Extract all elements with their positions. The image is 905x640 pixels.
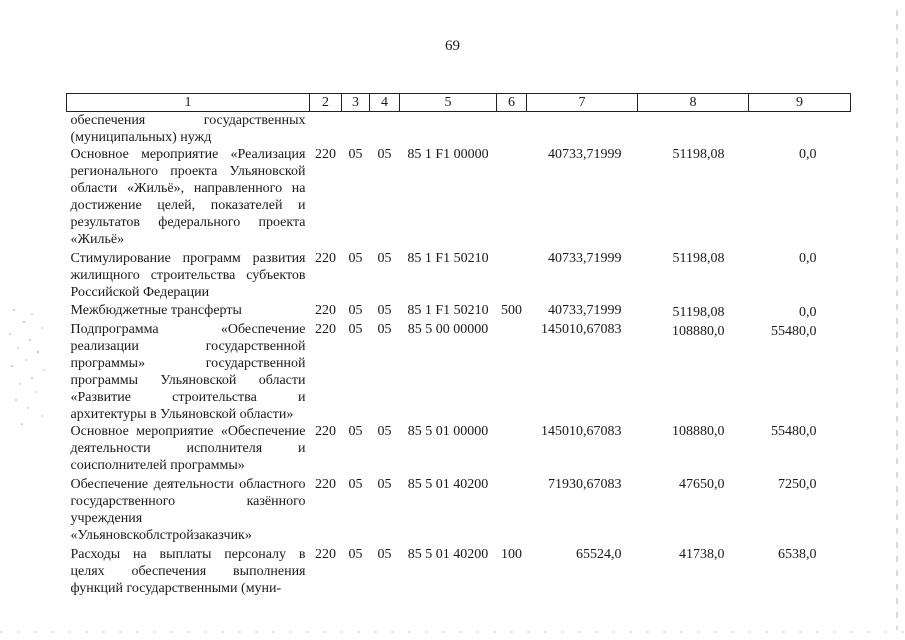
cell-amount-3: 7250,0: [778, 477, 817, 492]
scan-bottom-line: [0, 628, 905, 636]
row-name: Основное мероприятие «Реализация регионального проекта Ульяновской области «Жильё», направленного на достижение целей, показателей и результатов федерального проекта «Жильё»: [70, 147, 306, 247]
cell-amount-1: 145010,67083: [541, 322, 622, 337]
table-row: [67, 546, 851, 599]
cell-section: 05: [348, 303, 363, 318]
cell-subsection: 05: [377, 424, 392, 439]
cell-expense-type: [497, 476, 527, 546]
column-header: 9: [749, 94, 851, 112]
row-name: Подпрограмма «Обеспечение реализации государственной программы» государственной программы Ульяновской области «Развитие строительства и архитектуры в Ульяновской области»: [70, 322, 306, 422]
page-number: 69: [445, 38, 460, 54]
table-row: [67, 112, 851, 147]
cell-amount-2: 41738,0: [679, 547, 725, 562]
cell-expense-type: 500: [501, 303, 522, 318]
cell-amount-2: 51198,08: [672, 251, 725, 266]
cell-expense-type: [497, 423, 527, 476]
cell-amount-2: 51198,08: [672, 305, 725, 320]
column-header: 4: [370, 94, 400, 112]
cell-amount-2: 47650,0: [679, 477, 725, 492]
row-name: Основное мероприятие «Обеспечение деятельности исполнителя и соисполнителей программы»: [70, 424, 306, 473]
row-name: Обеспечение деятельности областного государственного казённого учреждения «Ульяновскоблстройзаказчик»: [70, 477, 306, 543]
cell-amount-3: 55480,0: [771, 324, 817, 339]
column-header: 8: [638, 94, 749, 112]
cell-subsection: 05: [377, 322, 392, 337]
cell-amount-1: 40733,71999: [548, 251, 622, 266]
table-row: [67, 302, 851, 321]
column-header: 7: [527, 94, 638, 112]
table-row: [67, 250, 851, 302]
cell-section: 05: [348, 147, 363, 162]
cell-admin-code: 220: [315, 547, 336, 562]
cell-amount-1: 65524,0: [576, 547, 622, 562]
cell-amount-3: 55480,0: [771, 424, 817, 439]
column-header: 1: [67, 94, 310, 112]
cell-admin-code: 220: [315, 424, 336, 439]
cell-amount-2: 108880,0: [672, 324, 725, 339]
cell-amount-2: 108880,0: [672, 424, 725, 439]
cell-subsection: 05: [377, 303, 392, 318]
cell-amount-1: [527, 112, 638, 147]
table-header-row: [67, 94, 851, 112]
cell-admin-code: 220: [315, 322, 336, 337]
cell-amount-3: 0,0: [799, 147, 817, 162]
cell-subsection: [370, 112, 400, 147]
cell-section: 05: [348, 322, 363, 337]
cell-amount-1: 40733,71999: [548, 303, 622, 318]
cell-section: 05: [348, 547, 363, 562]
cell-expense-type: [497, 112, 527, 147]
cell-target-article: 85 5 01 00000: [407, 424, 489, 439]
cell-expense-type: [497, 321, 527, 423]
row-name: обеспечения государственных (муниципальных) нужд: [70, 113, 306, 145]
cell-expense-type: 100: [501, 547, 522, 562]
cell-target-article: [400, 112, 497, 147]
cell-target-article: 85 5 00 00000: [407, 322, 489, 337]
cell-amount-1: 40733,71999: [548, 147, 622, 162]
table-row: [67, 476, 851, 546]
cell-subsection: 05: [377, 547, 392, 562]
row-name: Стимулирование программ развития жилищного строительства субъектов Российской Федерации: [70, 251, 306, 300]
cell-admin-code: 220: [315, 303, 336, 318]
cell-amount-3: 0,0: [799, 305, 817, 320]
budget-table: [66, 93, 851, 599]
table-row: [67, 423, 851, 476]
cell-admin-code: 220: [315, 477, 336, 492]
cell-admin-code: [310, 112, 342, 147]
cell-subsection: 05: [377, 251, 392, 266]
table-row: [67, 321, 851, 423]
cell-section: 05: [348, 251, 363, 266]
table-row: [67, 146, 851, 250]
cell-admin-code: 220: [315, 147, 336, 162]
cell-target-article: 85 5 01 40200: [407, 477, 489, 492]
cell-section: [342, 112, 370, 147]
column-header: 2: [310, 94, 342, 112]
column-header: 3: [342, 94, 370, 112]
cell-admin-code: 220: [315, 251, 336, 266]
cell-amount-2: 51198,08: [672, 147, 725, 162]
cell-subsection: 05: [377, 147, 392, 162]
cell-target-article: 85 1 F1 50210: [407, 251, 489, 266]
cell-amount-3: 6538,0: [778, 547, 817, 562]
column-header: 6: [497, 94, 527, 112]
scan-noise-marks: [2, 300, 52, 440]
cell-target-article: 85 1 F1 50210: [407, 303, 489, 318]
cell-target-article: 85 1 F1 00000: [407, 147, 489, 162]
cell-subsection: 05: [377, 477, 392, 492]
cell-amount-1: 145010,67083: [541, 424, 622, 439]
cell-amount-3: 0,0: [799, 251, 817, 266]
scan-edge-line: [895, 10, 899, 630]
cell-amount-1: 71930,67083: [548, 477, 622, 492]
cell-section: 05: [348, 424, 363, 439]
cell-expense-type: [497, 250, 527, 302]
column-header: 5: [400, 94, 497, 112]
cell-section: 05: [348, 477, 363, 492]
cell-amount-2: [638, 112, 749, 147]
row-name: Расходы на выплаты персоналу в целях обеспечения выполнения функций государственными (муни-: [70, 547, 306, 596]
cell-target-article: 85 5 01 40200: [407, 547, 489, 562]
cell-expense-type: [497, 146, 527, 250]
row-name: Межбюджетные трансферты: [70, 303, 242, 318]
cell-amount-3: [749, 112, 851, 147]
